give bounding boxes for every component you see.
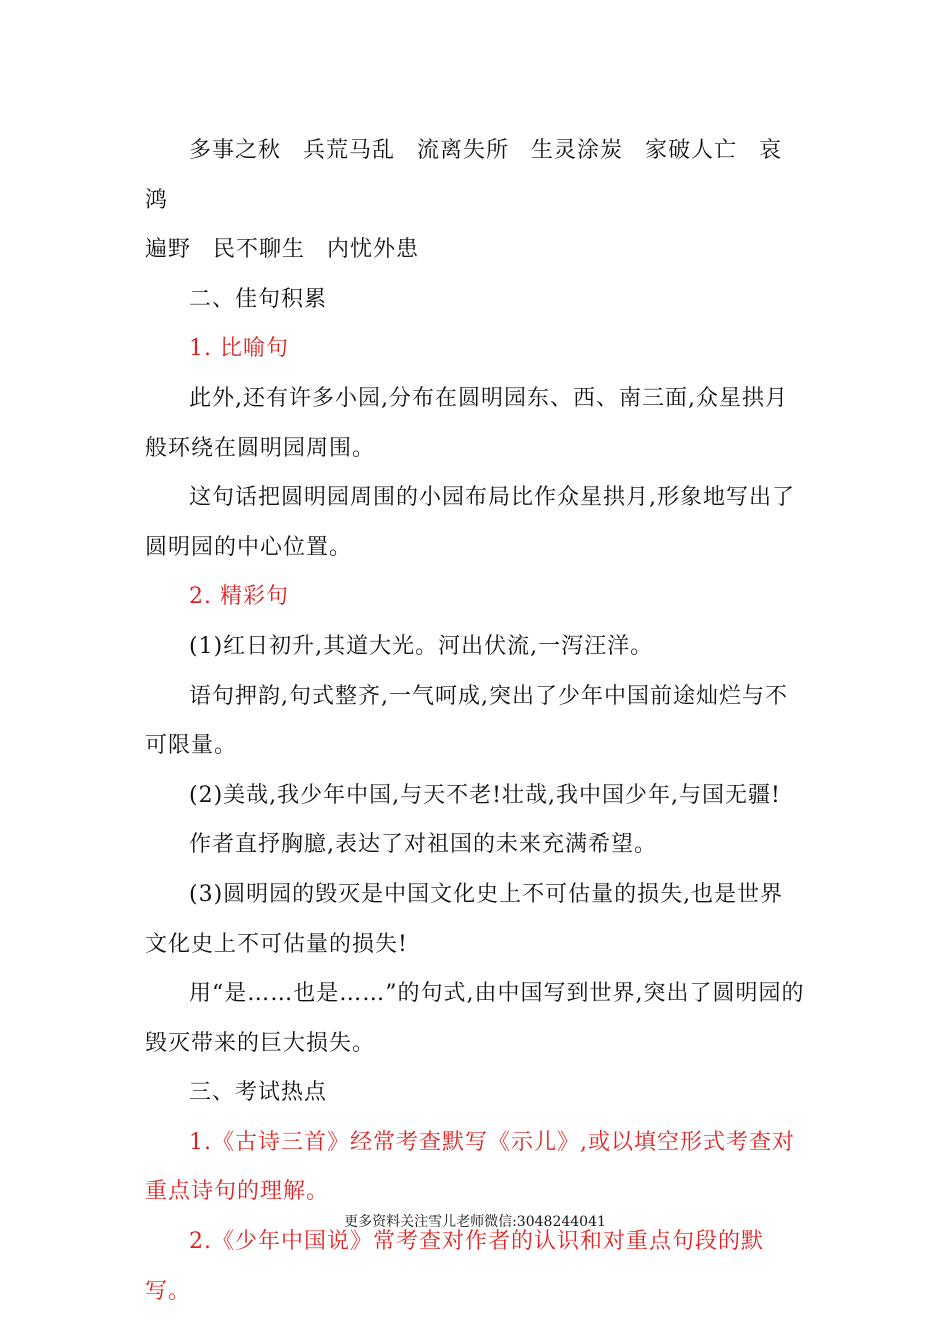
content-body	[145, 126, 805, 1316]
idiom: 家破人亡	[645, 138, 738, 163]
subsection-title: 2. 精彩句	[189, 584, 289, 610]
exam-hotspot-item: 2.《少年中国说》常考查对作者的认识和对重点句段的默写。	[145, 1229, 764, 1304]
sentence-analysis: 语句押韵,句式整齐,一气呵成,突出了少年中国前途灿烂与不可限量。	[145, 683, 788, 759]
idiom-line	[145, 126, 805, 225]
example-sentence: (3)圆明园的毁灭是中国文化史上不可估量的损失,也是世界文化史上不可估量的损失!	[145, 881, 784, 957]
sentence-analysis: 用“是……也是……”的句式,由中国写到世界,突出了圆明园的毁灭带来的巨大损失。	[145, 981, 805, 1056]
idiom: 兵荒马乱	[303, 138, 396, 163]
sentence-analysis: 这句话把圆明园周围的小园布局比作众星拱月,形象地写出了圆明园的中心位置。	[145, 485, 795, 560]
section-heading: 三、考试热点	[189, 1080, 328, 1106]
idiom: 多事之秋	[189, 138, 282, 163]
idiom: 流离失所	[417, 138, 510, 163]
section-heading: 二、佳句积累	[189, 286, 328, 312]
idiom: 生灵涂炭	[531, 138, 624, 163]
idiom: 内忧外患	[327, 237, 420, 263]
exam-hotspot-item: 1.《古诗三首》经常考查默写《示儿》,或以填空形式考查对重点诗句的理解。	[145, 1129, 795, 1205]
example-sentence: (1)红日初升,其道大光。河出伏流,一泻汪洋。	[189, 633, 654, 659]
idiom: 哀鸿	[145, 138, 783, 213]
example-sentence: 此外,还有许多小园,分布在圆明园东、西、南三面,众星拱月般环绕在圆明园周围。	[145, 385, 788, 461]
idiom: 遍野	[145, 237, 192, 263]
idiom-line	[145, 225, 805, 275]
idiom: 民不聊生	[213, 237, 306, 263]
footer-note: 更多资料关注雪儿老师微信:3048244041	[344, 1214, 606, 1230]
subsection-title: 1. 比喻句	[189, 336, 289, 362]
sentence-analysis: 作者直抒胸臆,表达了对祖国的未来充满希望。	[189, 832, 657, 858]
example-sentence: (2)美哉,我少年中国,与天不老!壮哉,我中国少年,与国无疆!	[189, 782, 781, 808]
